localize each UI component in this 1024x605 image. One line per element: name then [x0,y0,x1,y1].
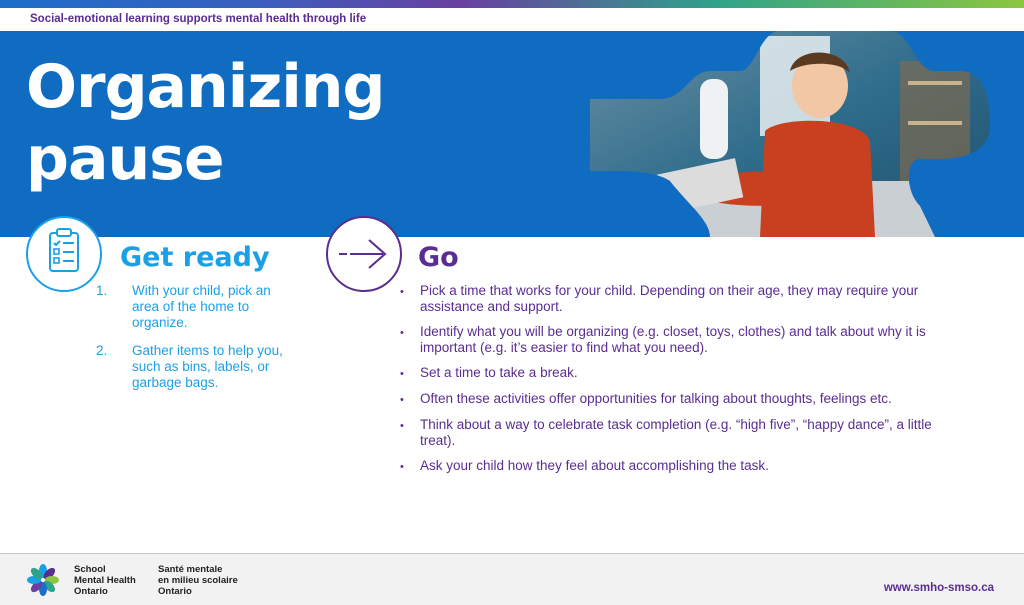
title-banner [0,31,1024,237]
list-text: Ask your child how they feel about accomplishing the task. [420,458,769,473]
tagline: Social-emotional learning supports mental health through life [30,13,367,25]
list-number: 2. [96,343,108,358]
bullet: • [400,286,404,298]
list-number: 1. [96,283,108,298]
list-text: Pick a time that works for your child. Depending on their age, they may require your assistance and support. [420,283,919,314]
bullet: • [400,368,404,380]
list-item [96,283,296,331]
bullet: • [400,461,404,473]
get-ready-list [96,283,296,403]
list-text: Set a time to take a break. [420,365,578,380]
list-text: Think about a way to celebrate task completion (e.g. “high five”, “happy dance”, a little treat). [420,417,932,448]
go-list [400,283,960,484]
logo-line: Mental Health [74,575,136,586]
list-item [400,391,960,408]
logo-line: en milieu scolaire [158,575,238,586]
list-text: Identify what you will be organizing (e.g. closet, toys, clothes) and talk about why it is important (e.g. it’s easier to find what you need). [420,324,926,355]
logo-text-english [74,564,154,597]
child-organizing-photo [590,31,990,237]
list-text: Often these activities offer opportunities for talking about thoughts, feelings etc. [420,391,892,406]
bullet: • [400,327,404,339]
clipboard-checklist-icon [25,215,103,293]
logo-line: Ontario [158,586,192,597]
list-item [400,365,960,382]
top-gradient-strip [0,0,1024,8]
go-heading: Go [418,242,459,273]
list-item [400,283,960,315]
list-item [400,458,960,475]
list-text: Gather items to help you, such as bins, labels, or garbage bags. [132,343,283,390]
arrow-right-icon [325,215,403,293]
website-link[interactable]: www.smho-smso.ca [883,582,994,594]
logo-line: School [74,564,106,575]
list-item [96,343,296,391]
smho-logo-icon [26,563,60,597]
list-item [400,417,960,449]
bullet: • [400,420,404,432]
list-text: With your child, pick an area of the home to organize. [132,283,271,330]
bullet: • [400,394,404,406]
get-ready-heading: Get ready [120,242,270,273]
logo-line: Santé mentale [158,564,223,575]
footer [0,553,1024,605]
list-item [400,324,960,356]
logo-text-french [158,564,268,597]
title-line-2: pause [26,124,224,194]
title-line-1: Organizing [26,52,385,122]
logo-line: Ontario [74,586,108,597]
page-title [26,51,384,195]
